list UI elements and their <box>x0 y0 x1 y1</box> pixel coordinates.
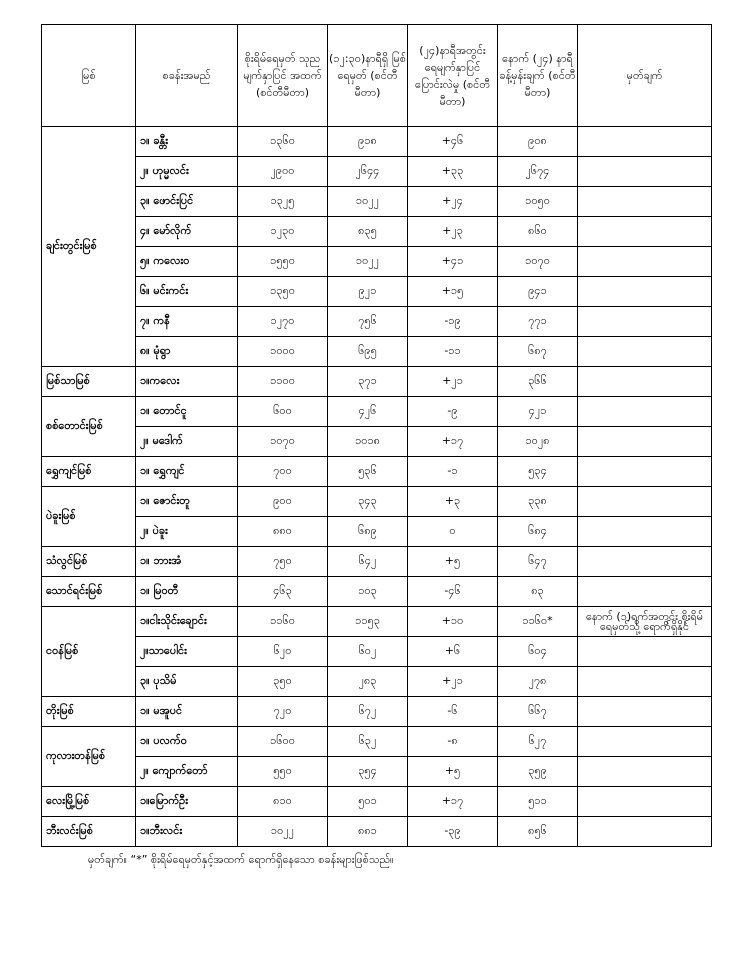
table-row <box>42 157 712 187</box>
forecast-cell: ၅၃၄ <box>498 457 578 487</box>
remark-cell <box>578 127 712 157</box>
water-level-cell: ၆၀၂ <box>328 637 408 667</box>
table-row <box>42 457 712 487</box>
water-level-cell: ၃၅၄ <box>328 757 408 787</box>
remark-cell <box>578 697 712 727</box>
river-name: သံလွင်မြစ် <box>42 547 136 577</box>
water-level-cell: ၅၀၁ <box>328 787 408 817</box>
station-name: ၁။ကလေး <box>136 367 238 397</box>
remark-cell <box>578 247 712 277</box>
remark-cell <box>578 577 712 607</box>
danger-level-cell: ၁၀၀၀ <box>238 337 328 367</box>
change-cell: +၅ <box>408 757 498 787</box>
change-cell: +၄၆ <box>408 127 498 157</box>
table-body <box>42 127 712 847</box>
footnote: မှတ်ချက်။ “*” စိုးရိမ်ရေမှတ်နှင့်အထက် ရောက်ရှိနေသော စခန်းများဖြစ်သည်။ <box>88 853 394 866</box>
remark-cell <box>578 727 712 757</box>
danger-level-cell: ၁၁၀၀ <box>238 367 328 397</box>
forecast-cell: ၃၆၆ <box>498 367 578 397</box>
station-name: ၁။ ရွှေကျင် <box>136 457 238 487</box>
danger-level-cell: ၁၁၆၀ <box>238 607 328 637</box>
header-river: မြစ် <box>42 25 136 127</box>
table-row <box>42 337 712 367</box>
table-row <box>42 127 712 157</box>
table-row <box>42 307 712 337</box>
change-cell: +၄၁ <box>408 247 498 277</box>
forecast-cell: ၃၅၉ <box>498 757 578 787</box>
danger-level-cell: ၁၀၇၀ <box>238 427 328 457</box>
danger-level-cell: ၁၀၂၂ <box>238 817 328 847</box>
water-level-cell: ၃၇၁ <box>328 367 408 397</box>
station-name: ၁။ ပလက်ဝ <box>136 727 238 757</box>
table-row <box>42 397 712 427</box>
danger-level-cell: ၁၃၆၀ <box>238 127 328 157</box>
forecast-cell: ၈၃ <box>498 577 578 607</box>
remark-cell <box>578 667 712 697</box>
remark-cell <box>578 157 712 187</box>
change-cell: +၁၇ <box>408 427 498 457</box>
change-cell: -၁၁ <box>408 337 498 367</box>
remark-cell <box>578 637 712 667</box>
danger-level-cell: ၁၃၅၀ <box>238 277 328 307</box>
station-name: ၁။ငါးသိုင်းချောင်း <box>136 607 238 637</box>
change-cell: +၂၃ <box>408 217 498 247</box>
station-name: ၂။ ဟုမ္မလင်း <box>136 157 238 187</box>
remark-cell <box>578 457 712 487</box>
station-name: ၁။ တောင်ငူ <box>136 397 238 427</box>
table-row <box>42 817 712 847</box>
table-row <box>42 637 712 667</box>
danger-level-cell: ၃၅၀ <box>238 667 328 697</box>
forecast-cell: ၅၁၁ <box>498 787 578 817</box>
table-row <box>42 247 712 277</box>
danger-level-cell: ၇၂၀ <box>238 697 328 727</box>
danger-level-cell: ၇၀၀ <box>238 457 328 487</box>
station-name: ၃။ ပုသိမ် <box>136 667 238 697</box>
remark-cell <box>578 817 712 847</box>
river-name: ငဝန်မြစ် <box>42 607 136 697</box>
forecast-cell: ၁၀၂၈ <box>498 427 578 457</box>
table-row <box>42 577 712 607</box>
remark-cell <box>578 217 712 247</box>
danger-level-cell: ၁၅၅၀ <box>238 247 328 277</box>
remark-cell <box>578 277 712 307</box>
header-danger-level: စိုးရိမ်ရေမှတ် သုညမျက်နှာပြင် အထက် (စင်တီမီတာ) <box>238 25 328 127</box>
station-name: ၇။ ကနီ <box>136 307 238 337</box>
water-level-cell: ၄၂၆ <box>328 397 408 427</box>
water-level-cell: ၆၈၉ <box>328 517 408 547</box>
change-cell: +၆ <box>408 637 498 667</box>
table-row <box>42 367 712 397</box>
forecast-cell: ၆၆၇ <box>498 697 578 727</box>
remark-cell <box>578 367 712 397</box>
water-level-cell: ၇၅၆ <box>328 307 408 337</box>
table-row <box>42 787 712 817</box>
table-row <box>42 517 712 547</box>
change-cell: -၉ <box>408 397 498 427</box>
remark-cell <box>578 787 712 817</box>
river-name: ကုလားတန်မြစ် <box>42 727 136 787</box>
water-level-cell: ၁၁၅၃ <box>328 607 408 637</box>
station-name: ၂။သာပေါင်း <box>136 637 238 667</box>
danger-level-cell: ၆၂၀ <box>238 637 328 667</box>
table-row <box>42 727 712 757</box>
table-row <box>42 427 712 457</box>
water-level-cell: ၉၂၁ <box>328 277 408 307</box>
table-row <box>42 187 712 217</box>
water-level-table <box>41 24 712 847</box>
remark-cell <box>578 487 712 517</box>
danger-level-cell: ၁၆၀၀ <box>238 727 328 757</box>
water-level-cell: ၂၈၃ <box>328 667 408 697</box>
change-cell: +၂၁ <box>408 367 498 397</box>
station-name: ၁။ မြဝတီ <box>136 577 238 607</box>
water-level-cell: ၆၃၂ <box>328 727 408 757</box>
danger-level-cell: ၈၁၀ <box>238 787 328 817</box>
forecast-cell: ၂၇၈ <box>498 667 578 697</box>
station-name: ၂။ ကျောက်တော် <box>136 757 238 787</box>
danger-level-cell: ၇၅၀ <box>238 547 328 577</box>
change-cell: -၈ <box>408 727 498 757</box>
change-cell: -၄၆ <box>408 577 498 607</box>
river-name: လေးမြို့မြစ် <box>42 787 136 817</box>
change-cell: +၅ <box>408 547 498 577</box>
danger-level-cell: ၅၅၀ <box>238 757 328 787</box>
change-cell: -၁ <box>408 457 498 487</box>
header-station: စခန်းအမည် <box>136 25 238 127</box>
river-name: မြစ်သာမြစ် <box>42 367 136 397</box>
danger-level-cell: ၆၀၀ <box>238 397 328 427</box>
change-cell: +၃၃ <box>408 157 498 187</box>
river-name: တိုးမြစ် <box>42 697 136 727</box>
change-cell: +၃ <box>408 487 498 517</box>
table-row <box>42 697 712 727</box>
danger-level-cell: ၂၉၀၀ <box>238 157 328 187</box>
forecast-cell: ၈၅၆ <box>498 817 578 847</box>
water-level-cell: ၁၀၁၈ <box>328 427 408 457</box>
water-level-cell: ၂၆၄၄ <box>328 157 408 187</box>
table-row <box>42 757 712 787</box>
water-level-cell: ၅၃၆ <box>328 457 408 487</box>
table-row <box>42 277 712 307</box>
station-name: ၁။ မအူပင် <box>136 697 238 727</box>
river-name: ရွှေကျင်မြစ် <box>42 457 136 487</box>
station-name: ၈။ မုံရွာ <box>136 337 238 367</box>
remark-cell <box>578 337 712 367</box>
forecast-cell: ၈၆၀ <box>498 217 578 247</box>
danger-level-cell: ၄၆၃ <box>238 577 328 607</box>
station-name: ၁။မြောက်ဦး <box>136 787 238 817</box>
river-name: သောင်ရင်းမြစ် <box>42 577 136 607</box>
forecast-cell: ၆၀၄ <box>498 637 578 667</box>
forecast-cell: ၉၀၈ <box>498 127 578 157</box>
river-name: ပဲခူးမြစ် <box>42 487 136 547</box>
water-level-cell: ၆၄၂ <box>328 547 408 577</box>
change-cell: +၁၇ <box>408 787 498 817</box>
change-cell: +၂၄ <box>408 187 498 217</box>
table-row <box>42 487 712 517</box>
water-level-cell: ၁၀၂၂ <box>328 187 408 217</box>
table-row <box>42 547 712 577</box>
water-level-cell: ၃၄၃ <box>328 487 408 517</box>
remark-cell <box>578 757 712 787</box>
change-cell: ၀ <box>408 517 498 547</box>
forecast-cell: ၆၈၇ <box>498 337 578 367</box>
station-name: ၂။ ပဲခူး <box>136 517 238 547</box>
header-water-level: (၁၂:၃၀)နာရီရှိ မြစ်ရေမှတ် (စင်တီမီတာ) <box>328 25 408 127</box>
station-name: ၃။ ဖောင်းပြင် <box>136 187 238 217</box>
change-cell: +၂၁ <box>408 667 498 697</box>
river-name: ဘီးလင်းမြစ် <box>42 817 136 847</box>
station-name: ၁။ ဇောင်းတူ <box>136 487 238 517</box>
forecast-cell: ၁၀၅၀ <box>498 187 578 217</box>
water-level-cell: ၁၀၂၂ <box>328 247 408 277</box>
header-forecast: နောက် (၂၄) နာရီ ခန့်မှန်းချက် (စင်တီမီတာ) <box>498 25 578 127</box>
station-name: ၂။ မဒေါက် <box>136 427 238 457</box>
table-row <box>42 667 712 697</box>
table-row <box>42 217 712 247</box>
forecast-cell: ၁၀၇၀ <box>498 247 578 277</box>
remark-cell <box>578 547 712 577</box>
header-remark: မှတ်ချက် <box>578 25 712 127</box>
remark-cell: နောက် (၁)ရက်အတွင်း စိုးရိမ်ရေမှတ်သို့ ရောက်ရှိနိုင် <box>578 607 712 637</box>
water-level-cell: ၈၈၁ <box>328 817 408 847</box>
water-level-cell: ၆၉၅ <box>328 337 408 367</box>
danger-level-cell: ၁၂၇၀ <box>238 307 328 337</box>
danger-level-cell: ၁၃၂၅ <box>238 187 328 217</box>
station-name: ၁။ဘီးလင်း <box>136 817 238 847</box>
remark-cell <box>578 427 712 457</box>
remark-cell <box>578 307 712 337</box>
water-level-cell: ၁၀၃ <box>328 577 408 607</box>
forecast-cell: ၃၃၈ <box>498 487 578 517</box>
change-cell: +၁၀ <box>408 607 498 637</box>
station-name: ၄။ မော်လိုက် <box>136 217 238 247</box>
change-cell: +၁၅ <box>408 277 498 307</box>
remark-cell <box>578 187 712 217</box>
water-level-cell: ၉၁၈ <box>328 127 408 157</box>
change-cell: -၁၉ <box>408 307 498 337</box>
station-name: ၁။ ခန္တီး <box>136 127 238 157</box>
river-name: စစ်တောင်းမြစ် <box>42 397 136 457</box>
forecast-cell: ၉၄၁ <box>498 277 578 307</box>
header-row <box>42 25 712 127</box>
remark-cell <box>578 397 712 427</box>
station-name: ၆။ မင်းကင်း <box>136 277 238 307</box>
forecast-cell: ၆၄၇ <box>498 547 578 577</box>
change-cell: -၃၉ <box>408 817 498 847</box>
forecast-cell: ၂၆၇၄ <box>498 157 578 187</box>
station-name: ၁။ ဘားအံ <box>136 547 238 577</box>
river-name: ချင်းတွင်းမြစ် <box>42 127 136 367</box>
water-level-cell: ၆၇၂ <box>328 697 408 727</box>
forecast-cell: ၁၁၆၀* <box>498 607 578 637</box>
change-cell: -၆ <box>408 697 498 727</box>
danger-level-cell: ၈၈၀ <box>238 517 328 547</box>
forecast-cell: ၇၇၁ <box>498 307 578 337</box>
water-level-cell: ၈၃၅ <box>328 217 408 247</box>
forecast-cell: ၆၂၇ <box>498 727 578 757</box>
forecast-cell: ၄၂၁ <box>498 397 578 427</box>
remark-cell <box>578 517 712 547</box>
station-name: ၅။ ကလေးဝ <box>136 247 238 277</box>
forecast-cell: ၆၈၄ <box>498 517 578 547</box>
danger-level-cell: ၉၀၀ <box>238 487 328 517</box>
header-24h-change: (၂၄)နာရီအတွင်း ရေမျက်နှာပြင် ပြောင်းလဲမှု (စင်တီမီတာ) <box>408 25 498 127</box>
danger-level-cell: ၁၂၃၀ <box>238 217 328 247</box>
table-row <box>42 607 712 637</box>
